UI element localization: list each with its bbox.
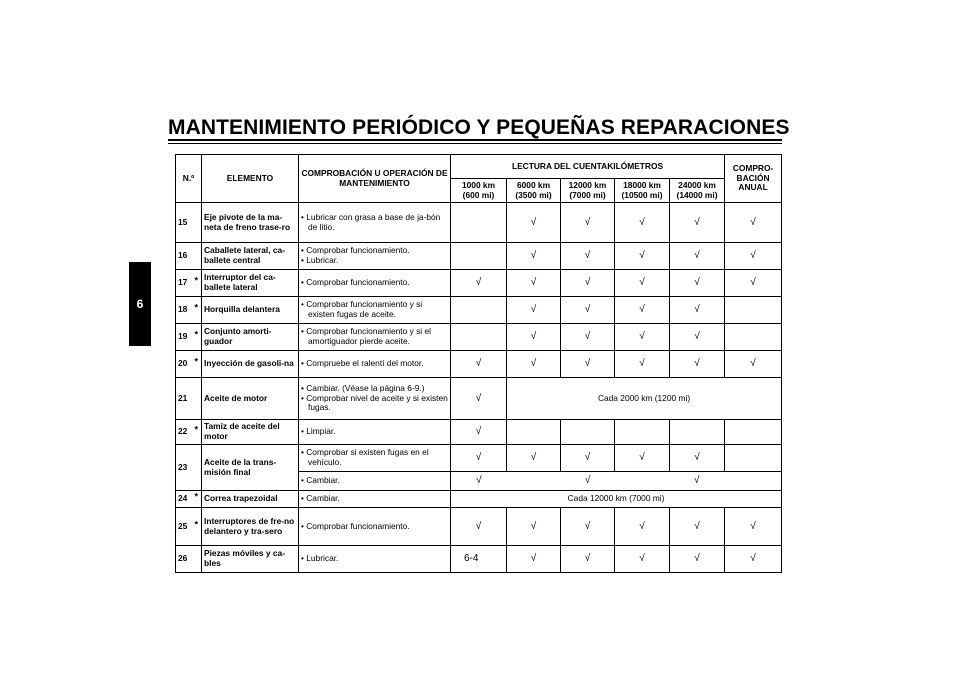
header-elemento: ELEMENTO	[202, 155, 299, 203]
check-cell	[615, 475, 670, 487]
row-number-text: 26	[178, 553, 188, 564]
header-no: N.º	[176, 155, 202, 203]
check-cell: √	[561, 270, 615, 297]
operation-line: • Limpiar.	[301, 426, 336, 437]
operation	[299, 378, 451, 420]
check-cell: √	[725, 546, 782, 573]
operation-line: • Comprobar funcionamiento y si el amortiguador pierde aceite.	[301, 326, 432, 346]
check-cell: √	[507, 297, 561, 324]
check-cell: √	[507, 203, 561, 243]
operation	[299, 445, 451, 472]
check-cell: √	[670, 270, 725, 297]
header-comprobacion-anual: COMPRO-BACIÓN ANUAL	[725, 155, 782, 203]
item-name: Horquilla delantera	[202, 297, 299, 324]
check-cell	[451, 297, 507, 324]
check-cell: √	[615, 351, 670, 378]
check-cell	[451, 243, 507, 270]
row-number	[176, 270, 202, 297]
check-cell: √	[507, 351, 561, 378]
row-number-text: 19	[178, 331, 188, 342]
asterisk-mark: *	[194, 424, 198, 435]
row-number	[176, 420, 202, 445]
row-number-text: 24	[178, 493, 188, 504]
operation-line: • Cambiar.	[301, 475, 340, 486]
section-tab: 6	[129, 262, 151, 346]
check-cell: √	[507, 546, 561, 573]
check-cell: √	[451, 270, 507, 297]
asterisk-mark: *	[194, 329, 198, 340]
check-cell	[561, 420, 615, 445]
check-cell: √	[615, 508, 670, 546]
operation	[299, 203, 451, 243]
km-label: 6000 km	[516, 179, 551, 190]
asterisk-mark: *	[194, 491, 198, 502]
check-cell	[615, 420, 670, 445]
row-number-text: 23	[178, 461, 188, 472]
row-number-text: 15	[178, 216, 188, 227]
check-cell: √	[725, 508, 782, 546]
check-cell: √	[561, 203, 615, 243]
operation-line: • Cambiar. (Véase la página 6-9.)	[301, 382, 425, 393]
check-cell: √	[561, 324, 615, 351]
check-cell	[451, 546, 507, 573]
asterisk-mark: *	[194, 302, 198, 313]
interval-note: Cada 2000 km (1200 mi)	[507, 378, 782, 420]
title-rule-thin	[168, 143, 782, 144]
asterisk-mark: *	[194, 356, 198, 367]
check-cell: √	[725, 270, 782, 297]
row-number	[176, 445, 202, 491]
km-label: 24000 km	[678, 179, 716, 190]
check-cell: √	[615, 270, 670, 297]
page-title: MANTENIMIENTO PERIÓDICO Y PEQUEÑAS REPARACIONES	[168, 116, 790, 139]
check-cells-merged	[451, 472, 782, 491]
check-cell: √	[507, 508, 561, 546]
mi-label: (600 mi)	[462, 189, 495, 200]
check-cell: √	[476, 475, 482, 487]
item-name: Caballete lateral, ca-ballete central	[202, 243, 299, 270]
item-name: Eje pivote de la ma-neta de freno trase-ro	[202, 203, 299, 243]
check-cell: √	[584, 475, 591, 487]
check-cell: √	[615, 203, 670, 243]
check-cell: √	[725, 203, 782, 243]
item-name: Tamiz de aceite del motor	[202, 420, 299, 445]
operation	[299, 243, 451, 270]
operation-line: • Comprobar nivel de aceite y si existen fugas.	[301, 392, 448, 413]
operation	[299, 420, 451, 445]
table-row	[176, 378, 782, 420]
operation	[299, 508, 451, 546]
row-number	[176, 546, 202, 573]
check-cell	[725, 297, 782, 324]
table-row	[176, 243, 782, 270]
km-label: 18000 km	[623, 179, 661, 190]
check-cell: √	[507, 270, 561, 297]
check-cell: √	[561, 546, 615, 573]
row-number-text: 17	[178, 277, 188, 288]
operation	[299, 472, 451, 491]
row-number	[176, 378, 202, 420]
header-km-1	[507, 179, 561, 203]
row-number	[176, 297, 202, 324]
page-number: 6-4	[464, 553, 479, 564]
operation	[299, 324, 451, 351]
row-number	[176, 508, 202, 546]
check-cell: √	[694, 475, 700, 487]
check-cell: √	[507, 324, 561, 351]
check-cell: √	[507, 243, 561, 270]
check-cell: √	[561, 351, 615, 378]
row-number	[176, 203, 202, 243]
check-cell: √	[561, 243, 615, 270]
check-cell: √	[725, 243, 782, 270]
operation-line: • Lubricar.	[301, 553, 339, 564]
operation-line: • Comprobar funcionamiento y si existen fugas de aceite.	[301, 299, 423, 319]
check-cell: √	[670, 445, 725, 472]
km-label: 12000 km	[568, 179, 607, 190]
item-name: Inyección de gasoli-na	[202, 351, 299, 378]
title-rule	[168, 139, 782, 141]
row-number-text: 25	[178, 520, 188, 531]
check-cell: √	[615, 546, 670, 573]
check-cell: √	[615, 243, 670, 270]
table-row	[176, 270, 782, 297]
asterisk-mark: *	[194, 519, 198, 530]
maintenance-table	[175, 154, 782, 573]
operation-line: • Cambiar.	[301, 493, 340, 504]
row-number	[176, 491, 202, 508]
mi-label: (7000 mi)	[569, 189, 606, 200]
check-cell	[507, 420, 561, 445]
check-cell: √	[451, 445, 507, 472]
asterisk-mark: *	[194, 275, 198, 286]
check-cell: √	[451, 378, 507, 420]
table-row	[176, 203, 782, 243]
table-row	[176, 297, 782, 324]
operation	[299, 297, 451, 324]
item-name: Interruptores de fre-no delantero y tra-sero	[202, 508, 299, 546]
operation-line: • Lubricar.	[301, 255, 339, 265]
row-number	[176, 243, 202, 270]
row-number-text: 16	[178, 250, 188, 261]
check-cell: √	[561, 297, 615, 324]
table-row	[176, 324, 782, 351]
check-cell: √	[561, 508, 615, 546]
check-cell: √	[670, 297, 725, 324]
km-label: 1000 km	[461, 179, 496, 190]
table-row	[176, 546, 782, 573]
operation-line: • Lubricar con grasa a base de ja-bón de litio.	[301, 211, 441, 232]
check-cell: √	[615, 324, 670, 351]
check-cell	[451, 203, 507, 243]
check-cell: √	[451, 508, 507, 546]
check-cell	[725, 420, 782, 445]
item-name: Interruptor del ca-ballete lateral	[202, 270, 299, 297]
operation-line: • Comprobar funcionamiento.	[301, 245, 410, 256]
mi-label: (14000 mi)	[676, 189, 718, 200]
check-cell	[670, 420, 725, 445]
table-row	[176, 491, 782, 508]
check-cell: √	[561, 445, 615, 472]
operation-line: • Compruebe el ralentí del motor.	[301, 358, 424, 369]
check-cell: √	[670, 508, 725, 546]
header-lectura: LECTURA DEL CUENTAKILÓMETROS	[451, 155, 725, 179]
check-cell: √	[725, 351, 782, 378]
check-cell: √	[670, 351, 725, 378]
operation-line: • Comprobar si existen fugas en el vehículo.	[301, 447, 429, 467]
check-cell: √	[670, 546, 725, 573]
check-cell	[725, 445, 782, 472]
row-number-text: 21	[178, 392, 188, 403]
row-number-text: 20	[178, 358, 188, 369]
item-name: Correa trapezoidal	[202, 491, 299, 508]
row-number-text: 18	[178, 304, 188, 315]
table-row	[176, 420, 782, 445]
header-km-3	[615, 179, 670, 203]
item-name: Aceite de la trans-misión final	[202, 445, 299, 491]
row-number	[176, 351, 202, 378]
item-name: Conjunto amorti-guador	[202, 324, 299, 351]
operation-line: • Comprobar funcionamiento.	[301, 520, 410, 531]
mi-label: (10500 mi)	[621, 189, 663, 200]
operation	[299, 491, 451, 508]
row-number-text: 22	[178, 426, 188, 437]
check-cell	[451, 324, 507, 351]
check-cell	[724, 475, 781, 487]
mi-label: (3500 mi)	[515, 189, 552, 200]
check-cell: √	[615, 297, 670, 324]
interval-note: Cada 12000 km (7000 mi)	[451, 491, 782, 508]
operation-line: • Comprobar funcionamiento.	[301, 277, 410, 288]
check-cell: √	[615, 445, 670, 472]
operation	[299, 546, 451, 573]
item-name: Aceite de motor	[202, 378, 299, 420]
check-cell: √	[670, 243, 725, 270]
operation	[299, 351, 451, 378]
header-km-2	[561, 179, 615, 203]
header-km-4	[670, 179, 725, 203]
check-cell: √	[451, 420, 507, 445]
check-cell	[507, 475, 561, 487]
operation	[299, 270, 451, 297]
header-operacion: COMPROBACIÓN U OPERACIÓN DE MANTENIMIENTO	[299, 155, 451, 203]
check-cell: √	[451, 351, 507, 378]
check-cell: √	[507, 445, 561, 472]
table-row	[176, 508, 782, 546]
check-cell	[725, 324, 782, 351]
header-km-0	[451, 179, 507, 203]
check-cell: √	[670, 324, 725, 351]
item-name: Piezas móviles y ca-bles	[202, 546, 299, 573]
check-cell: √	[670, 203, 725, 243]
table-row	[176, 445, 782, 472]
table-row	[176, 351, 782, 378]
row-number	[176, 324, 202, 351]
